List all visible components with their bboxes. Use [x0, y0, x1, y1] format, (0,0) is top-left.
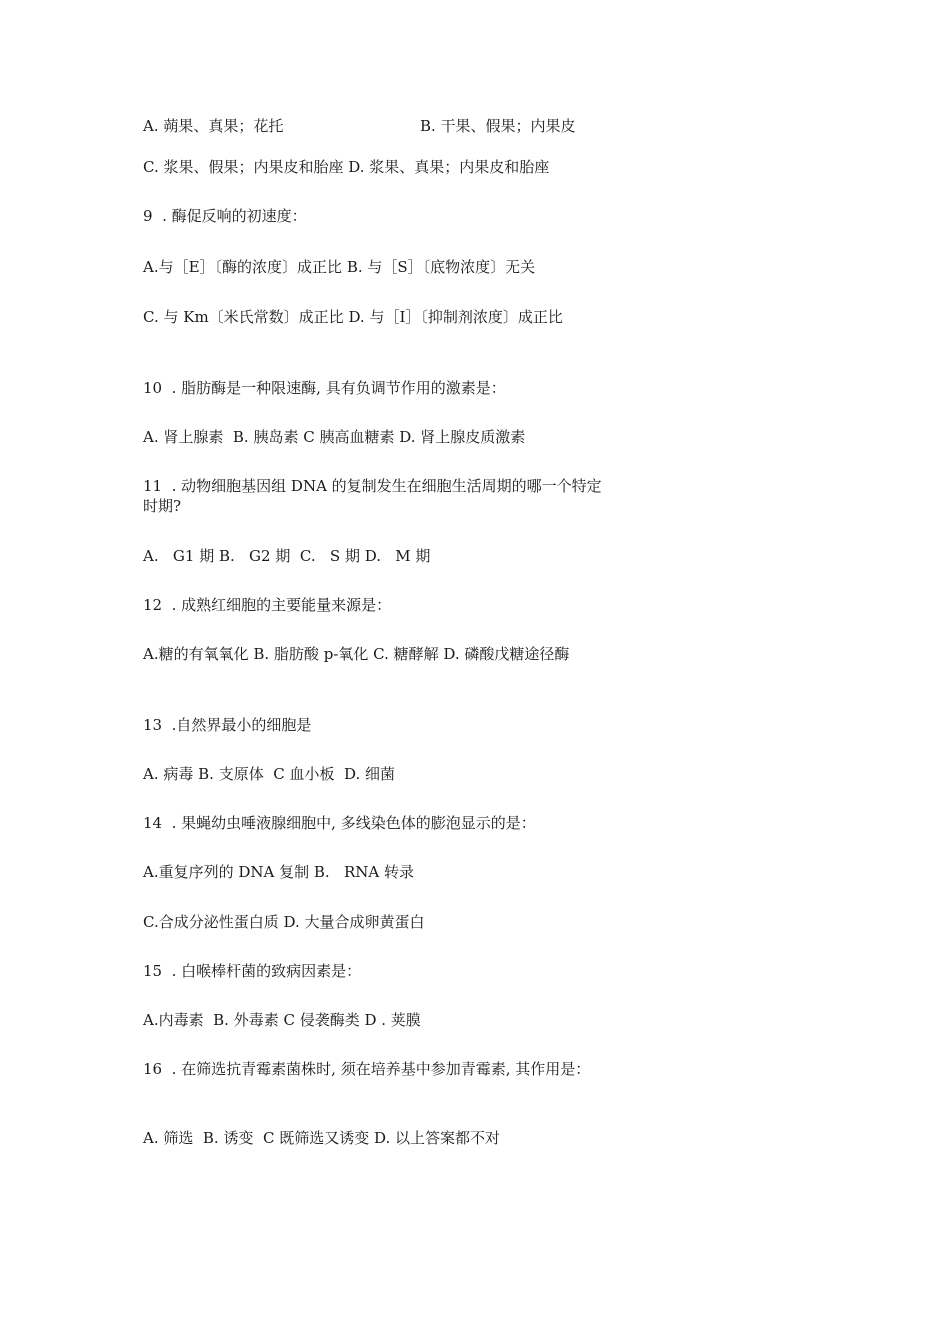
q12-options: A.糖的有氧氧化 B. 脂肪酸 p-氧化 C. 糖酵解 D. 磷酸戊糖途径酶: [143, 645, 570, 663]
q9-options-ab: A.与［E］〔酶的浓度〕成正比 B. 与［S］〔底物浓度〕无关: [143, 258, 536, 276]
q8-options-cd: C. 浆果、假果；内果皮和胎座 D. 浆果、真果；内果皮和胎座: [143, 158, 550, 176]
q11-question: 11 . 动物细胞基因组 DNA 的复制发生在细胞生活周期的哪一个特定时期?: [143, 477, 602, 515]
q10-options: A. 肾上腺素 B. 胰岛素 C 胰高血糖素 D. 肾上腺皮质激素: [143, 428, 526, 446]
q16-options: A. 筛选 B. 诱变 C 既筛选又诱变 D. 以上答案都不对: [143, 1129, 501, 1147]
q10-question: 10 . 脂肪酶是一种限速酶, 具有负调节作用的激素是：: [143, 379, 506, 397]
q15-options: A.内毒素 B. 外毒素 C 侵袭酶类 D . 荚膜: [143, 1011, 421, 1029]
q8-option-b: B. 干果、假果；内果皮: [420, 117, 576, 135]
q16-question: 16 . 在筛选抗青霉素菌株时, 须在培养基中参加青霉素, 其作用是：: [143, 1060, 591, 1078]
q13-options: A. 病毒 B. 支原体 C 血小板 D. 细菌: [143, 765, 396, 783]
q14-options-cd: C.合成分泌性蛋白质 D. 大量合成卵黄蛋白: [143, 913, 425, 931]
q8-option-a: A. 蒴果、真果；花托: [143, 117, 284, 135]
q13-question: 13 .自然界最小的细胞是: [143, 716, 312, 734]
q14-question: 14 . 果蝇幼虫唾液腺细胞中, 多线染色体的膨泡显示的是：: [143, 814, 536, 832]
q12-question: 12 . 成熟红细胞的主要能量来源是：: [143, 596, 392, 614]
q9-options-cd: C. 与 Km〔米氏常数〕成正比 D. 与［I］〔抑制剂浓度〕成正比: [143, 308, 563, 326]
q9-question: 9 . 酶促反响的初速度：: [143, 207, 307, 225]
q11-options: A. G1 期 B. G2 期 C. S 期 D. M 期: [143, 547, 431, 565]
q15-question: 15 . 白喉棒杆菌的致病因素是：: [143, 962, 362, 980]
q14-options-ab: A.重复序列的 DNA 复制 B. RNA 转录: [143, 863, 415, 881]
